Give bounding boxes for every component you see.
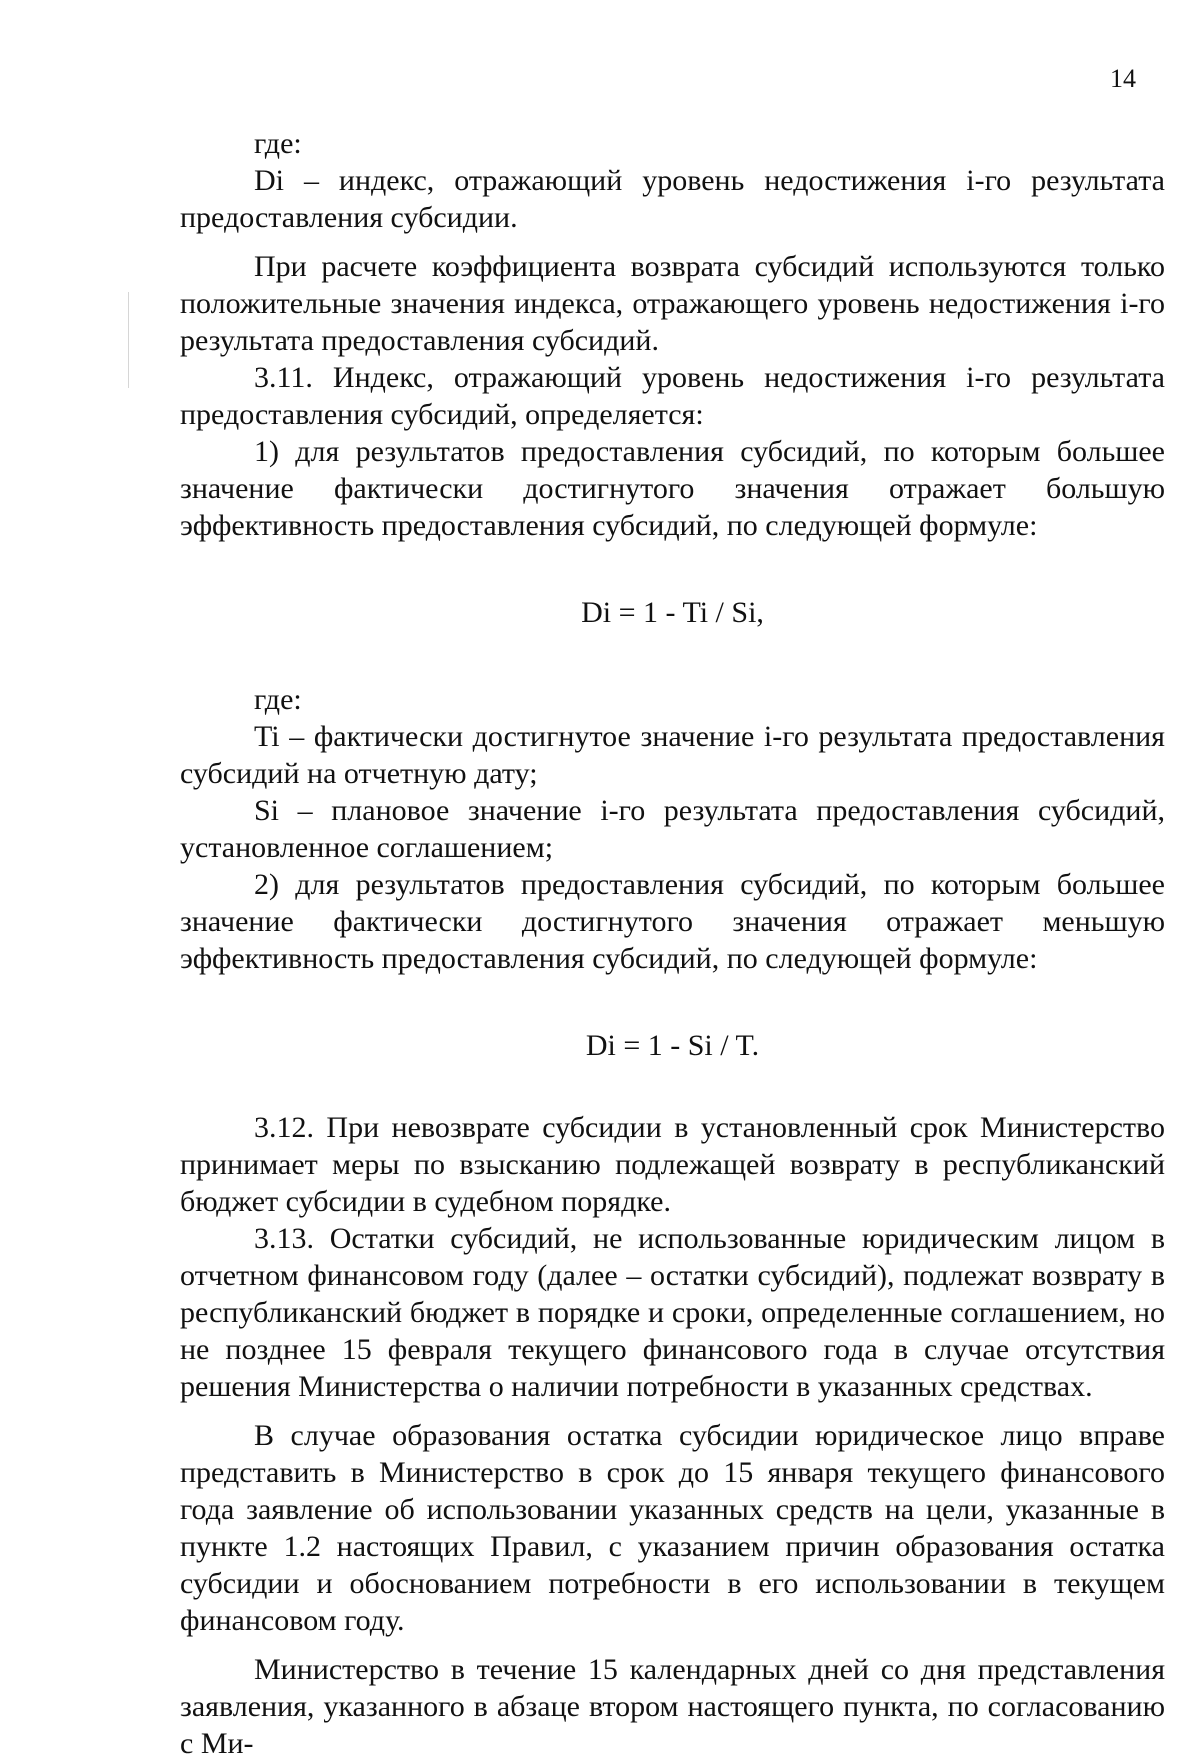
paragraph-ministry-review: Министерство в течение 15 календарных дней со дня представления заявления, указанного в абзаце втором настоящего пункта, по согласованию с Ми- [180, 1653, 1165, 1760]
paragraph-positive-values: При расчете коэффициента возврата субсидий используются только положительные значения индекса, отражающего уровень недостижения i-го результата предоставления субсидий. [180, 250, 1165, 357]
paragraph-remainder-request: В случае образования остатка субсидии юридическое лицо вправе представить в Министерство в срок до 15 января текущего финансового года заявление об использовании указанных средств на цели, указанные в пункте 1.2 настоящих Правил, с указанием причин образования остатка субсидии и обоснованием потребности в его использовании в текущем финансовом году. [180, 1419, 1165, 1637]
paragraph-case-2: 2) для результатов предоставления субсидий, по которым большее значение фактически достигнутого значения отражает меньшую эффективность предоставления субсидий, по следующей формуле: [180, 868, 1165, 975]
page-number: 14 [1110, 64, 1136, 93]
formula-1: Di = 1 - Ti / Si, [581, 596, 764, 629]
formula-2: Di = 1 - Si / T. [585, 1029, 760, 1062]
paragraph-3-11: 3.11. Индекс, отражающий уровень недостижения i-го результата предоставления субсидий, определяется: [180, 361, 1165, 431]
paragraph-case-1: 1) для результатов предоставления субсидий, по которым большее значение фактически достигнутого значения отражает большую эффективность предоставления субсидий, по следующей формуле: [180, 435, 1165, 542]
document-body [180, 125, 1165, 1762]
scan-margin-mark [128, 292, 129, 388]
paragraph-di-definition: Di – индекс, отражающий уровень недостижения i-го результата предоставления субсидии. [180, 164, 1165, 234]
paragraph-si-definition: Si – плановое значение i-го результата предоставления субсидий, установленное соглашением; [180, 794, 1165, 864]
paragraph-3-13: 3.13. Остатки субсидий, не использованные юридическим лицом в отчетном финансовом году (далее – остатки субсидий), подлежат возврату в республиканский бюджет в порядке и сроки, определенные соглашением, но не позднее 15 февраля текущего финансового года в случае отсутствия решения Министерства о наличии потребности в указанных средствах. [180, 1222, 1165, 1403]
paragraph-where-2: где: [254, 683, 302, 716]
paragraph-where-1: где: [254, 127, 302, 160]
paragraph-3-12: 3.12. При невозврате субсидии в установленный срок Министерство принимает меры по взысканию подлежащей возврату в республиканский бюджет субсидии в судебном порядке. [180, 1111, 1165, 1218]
paragraph-ti-definition: Ti – фактически достигнутое значение i-го результата предоставления субсидий на отчетную дату; [180, 720, 1165, 790]
